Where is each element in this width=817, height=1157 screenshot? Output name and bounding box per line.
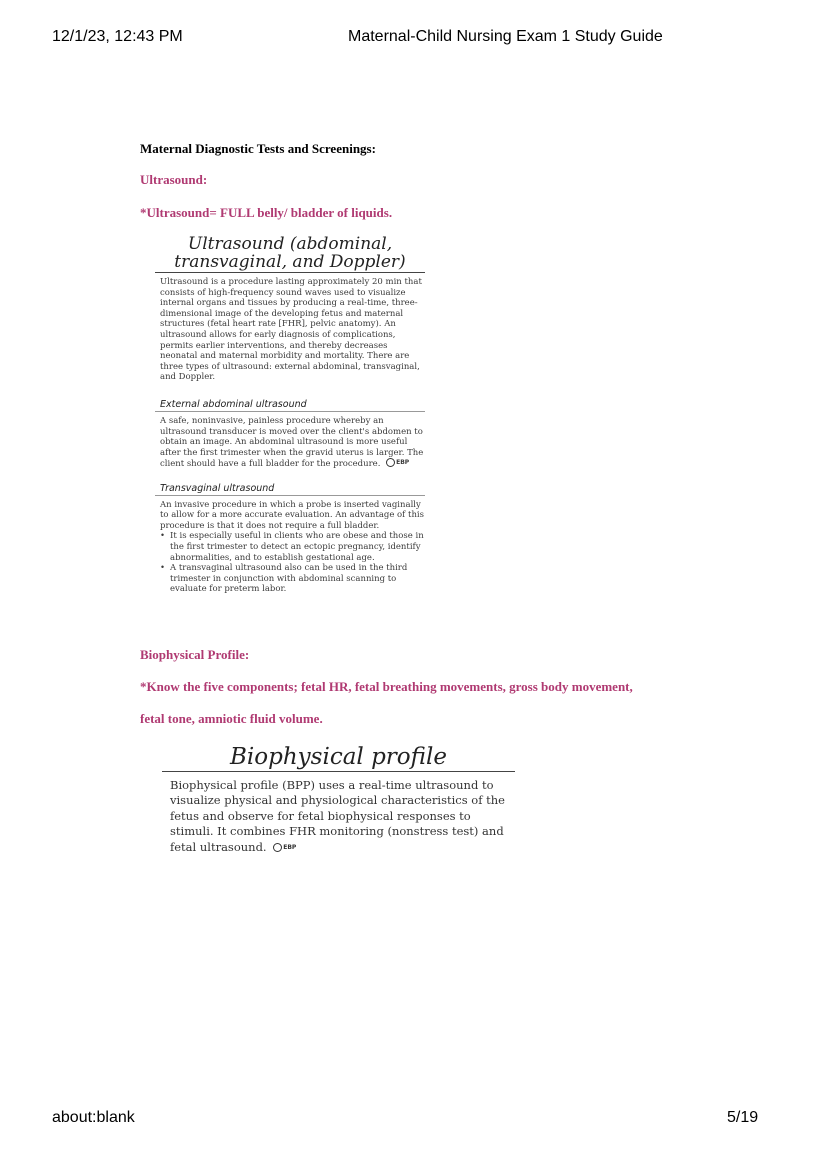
bpp-note-line2: fetal tone, amniotic fluid volume.: [140, 711, 323, 726]
magnifier-icon: [273, 843, 282, 852]
ebp-badge: [273, 840, 296, 855]
ultrasound-note: *Ultrasound= FULL belly/ bladder of liquids.: [140, 205, 393, 220]
ebp-badge: [386, 458, 409, 469]
section-heading: Maternal Diagnostic Tests and Screenings:: [140, 141, 376, 156]
ebp-label: EBP: [283, 843, 297, 851]
ultrasound-intro-text: Ultrasound is a procedure lasting approximately 20 min that consists of high-frequency sound waves used to visualize internal organs and tissues by producing a real-time, three-dimensional image of the developing fetus and maternal structures (fetal heart rate [FHR], pelvic anatomy). An ultrasound allows for early diagnosis of complications, permits earlier interventions, and thereby decreases neonatal and maternal morbidity and mortality. There are three types of ultrasound: external abdominal, transvaginal, and Doppler.: [160, 277, 422, 383]
print-datetime: 12/1/23, 12:43 PM: [52, 28, 183, 45]
document-title: Maternal-Child Nursing Exam 1 Study Guide: [348, 28, 663, 45]
bpp-heading: Biophysical Profile:: [140, 647, 250, 662]
ebp-label: EBP: [396, 459, 410, 467]
footer-url: about:blank: [52, 1109, 135, 1126]
transvaginal-bullet-list: [160, 531, 425, 595]
ultrasound-title-line2: transvaginal, and Doppler): [174, 252, 406, 272]
ultrasound-excerpt-image: [155, 235, 425, 595]
ultrasound-heading: Ultrasound:: [140, 172, 208, 187]
bpp-excerpt-text: Biophysical profile (BPP) uses a real-time ultrasound to visualize physical and physiological characteristics of the fetus and observe for fetal biophysical responses to stimuli. It combines FHR monitoring (nonstress test) and fetal ultrasound.: [170, 778, 505, 854]
list-item: • It is especially useful in clients who are obese and those in the first trimester to detect an ectopic pregnancy, identify abnormalities, and to establish gestational age.: [160, 531, 425, 563]
external-abdominal-text: A safe, noninvasive, painless procedure whereby an ultrasound transducer is moved over the client's abdomen to obtain an image. An abdominal ultrasound is more useful after the first trimester when the gravid uterus is larger. The client should have a full bladder for the procedure.: [160, 415, 424, 470]
transvaginal-text: An invasive procedure in which a probe is inserted vaginally to allow for a more accurate evaluation. An advantage of this procedure is that it does not require a full bladder.: [160, 499, 424, 531]
bpp-excerpt-image: [162, 744, 515, 855]
transvaginal-subheading: [155, 476, 425, 496]
ultrasound-title-line1: Ultrasound (abdominal,: [187, 234, 393, 254]
transvaginal-heading-text: Transvaginal ultrasound: [160, 482, 275, 494]
bpp-note-line1: *Know the five components; fetal HR, fetal breathing movements, gross body movement,: [140, 679, 633, 694]
ultrasound-excerpt-title: [155, 235, 425, 273]
external-abdominal-subheading: [155, 392, 425, 412]
external-abdominal-text-block: [160, 416, 425, 470]
page-number: 5/19: [727, 1109, 759, 1126]
list-item: • A transvaginal ultrasound also can be used in the third trimester in conjunction with abdominal scanning to evaluate for preterm labor.: [160, 563, 425, 595]
magnifier-icon: [386, 458, 395, 467]
bpp-text-block: [170, 778, 515, 855]
bpp-excerpt-title: Biophysical profile: [162, 744, 515, 772]
external-abdominal-heading-text: External abdominal ultrasound: [160, 398, 307, 410]
